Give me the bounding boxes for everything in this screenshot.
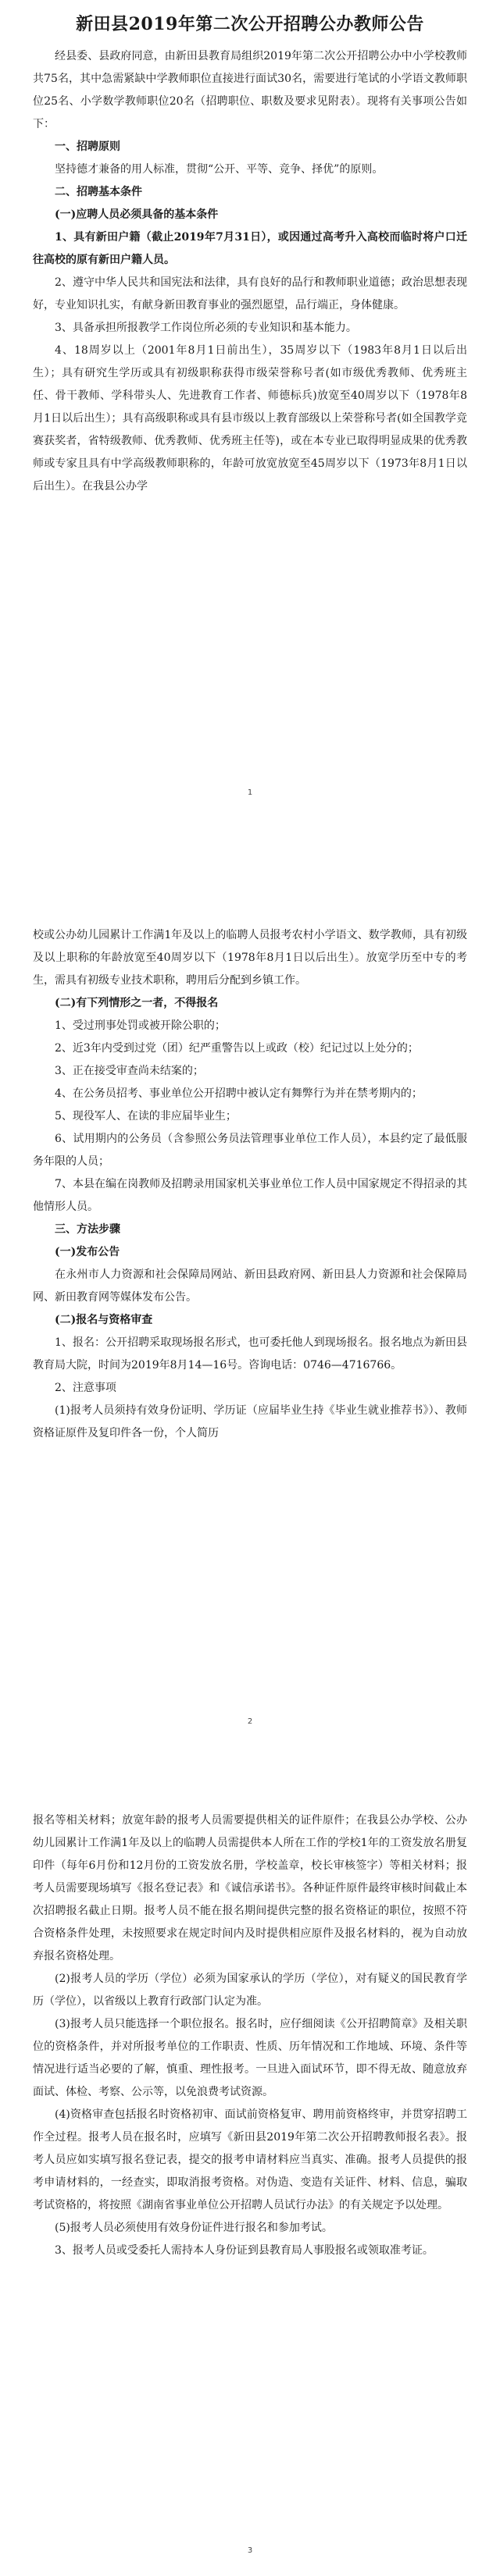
paragraph: 6、试用期内的公务员（含参照公务员法管理事业单位工作人员），本县约定了最低服务年限的人员； xyxy=(33,1133,467,1168)
section-heading: (一)发布公告 xyxy=(55,1246,120,1258)
page-two-body xyxy=(0,924,500,1445)
page-number: 1 xyxy=(247,788,253,797)
section-heading: (一)应聘人员必须具备的基本条件 xyxy=(55,208,219,221)
paragraph: 报名等相关材料；放宽年龄的报考人员需要提供相关的证件原件；在我县公办学校、公办幼儿园累计工作满1年及以上的临聘人员需提供本人所在工作的学校1年的工资发放名册复印件（每年6月份和12月份的工资发放名册，学校盖章，校长审核签字）等相关材料；报考人员需要现场填写《报名登记表》和《诚信承诺书》。各种证件原件最终审核时间截止本次招聘报名截止日期。报考人员不能在报名期间提供完整的报名资格证的职位，按照不符合资格条件处理，未按照要求在规定时间内及时提供相应原件及报名材料的，视为自动放弃报名资格处理。 xyxy=(33,1814,467,1962)
paragraph: 坚持德才兼备的用人标准，贯彻“公开、平等、竞争、择优”的原则。 xyxy=(55,163,384,176)
paragraph: 2、遵守中华人民共和国宪法和法律，具有良好的品行和教师职业道德；政治思想表现好，专业知识扎实，有献身新田教育事业的强烈愿望，品行端正，身体健康。 xyxy=(33,276,467,311)
paragraph: 1、报名：公开招聘采取现场报名形式，也可委托他人到现场报名。报名地点为新田县教育局大院，时间为2019年8月14—16号。咨询电话：0746—4716766。 xyxy=(33,1336,467,1372)
page-three-body xyxy=(0,1809,500,2262)
paragraph: 经县委、县政府同意，由新田县教育局组织2019年第二次公开招聘公办中小学校教师共75名，其中急需紧缺中学教师职位直接进行面试30名，需要进行笔试的小学语文教师职位25名、小学数学教师职位20名（招聘职位、职数及要求见附表）。现将有关事项公告如下： xyxy=(33,50,467,130)
paragraph: (4)资格审查包括报名时资格初审、面试前资格复审、聘用前资格终审，并贯穿招聘工作全过程。报考人员在报名时，应填写《新田县2019年第二次公开招聘教师报名表》。报考人员应如实填写报名登记表，提交的报考申请材料应当真实、准确。报考人员提供的报考申请材料的，一经查实，即取消报考资格。对伪造、变造有关证件、材料、信息，骗取考试资格的，将按照《湖南省事业单位公开招聘人员试行办法》的有关规定予以处理。 xyxy=(33,2108,467,2211)
paragraph: 3、正在接受审查尚未结案的； xyxy=(55,1065,204,1077)
page-number: 2 xyxy=(247,1717,253,1726)
page-title: 新田县2019年第二次公开招聘公办教师公告 xyxy=(76,14,424,34)
section-heading: (二)报名与资格审查 xyxy=(55,1314,153,1326)
paragraph: 5、现役军人、在读的非应届毕业生； xyxy=(55,1110,237,1123)
paragraph: 4、在公务员招考、事业单位公开招聘中被认定有舞弊行为并在禁考期内的； xyxy=(55,1087,423,1100)
section-heading: 一、招聘原则 xyxy=(55,141,120,153)
page-number: 3 xyxy=(247,2546,253,2555)
paragraph: 在永州市人力资源和社会保障局网站、新田县政府网、新田县人力资源和社会保障局网、新田教育网等媒体发布公告。 xyxy=(33,1268,467,1304)
paragraph: 3、具备承担所报教学工作岗位所必须的专业知识和基本能力。 xyxy=(55,322,357,334)
paragraph: 1、受过刑事处罚或被开除公职的； xyxy=(55,1019,226,1032)
paragraph: (1)报考人员须持有效身份证明、学历证（应届毕业生持《毕业生就业推荐书》）、教师资格证原件及复印件各一份，个人简历 xyxy=(33,1404,467,1439)
page-three xyxy=(0,1809,500,2262)
page-one-body xyxy=(0,45,500,498)
paragraph: 4、18周岁以上（2001年8月1日前出生），35周岁以下（1983年8月1日以后出生）；具有研究生学历或具有初级职称获得市级荣誉称号者(如市级优秀教师、优秀班主任、骨干教师、学科带头人、先进教育工作者、师德标兵)放宽至40周岁以下（1978年8月1日以后出生）；具有高级职称或具有县市级以上教育部级以上荣誉称号者(如全国教学竞赛获奖者，省特级教师、优秀教师、优秀班主任等)，或在本专业已取得明显成果的优秀教师或专家且具有中学高级教师职称的，年龄可放宽放宽至45周岁以下（1973年8月1日以后出生）。在我县公办学 xyxy=(33,344,467,493)
section-heading: 三、方法步骤 xyxy=(55,1223,120,1236)
paragraph: (2)报考人员的学历（学位）必须为国家承认的学历（学位），对有疑义的国民教育学历（学位），以省级以上教育行政部门认定为准。 xyxy=(33,1973,467,2008)
paragraph: 校或公办幼儿园累计工作满1年及以上的临聘人员报考农村小学语文、数学教师，具有初级及以上职称的年龄放宽至40周岁以下（1978年8月1日以后出生）。放宽学历至中专的考生，需具有初级专业技术职称，聘用后分配到乡镇工作。 xyxy=(33,929,467,987)
paragraph: 7、本县在编在岗教师及招聘录用国家机关事业单位工作人员中国家规定不得招录的其他情形人员。 xyxy=(33,1178,467,1213)
paragraph: (3)报考人员只能选择一个职位报名。报名时，应仔细阅读《公开招聘简章》及相关职位的资格条件，并对所报考单位的工作职责、性质、历年情况和工作地域、环境、条件等情况进行适当必要的了解，慎重、理性报考。一旦进入面试环节，即不得无故、随意放弃面试、体检、考察、公示等，以免浪费考试资源。 xyxy=(33,2018,467,2098)
section-heading: (二)有下列情形之一者，不得报名 xyxy=(55,997,219,1009)
paragraph: (5)报考人员必须使用有效身份证件进行报名和参加考试。 xyxy=(55,2222,333,2234)
paragraph: 2、近3年内受到过党（团）纪严重警告以上或政（校）纪记过以上处分的； xyxy=(55,1042,419,1055)
paragraph: 2、注意事项 xyxy=(55,1382,116,1394)
page-two xyxy=(0,924,500,1445)
page-one xyxy=(0,45,500,498)
section-heading: 1、具有新田户籍（截止2019年7月31日），或因通过高考升入高校而临时将户口迁往高校的原有新田户籍人员。 xyxy=(33,231,467,266)
section-heading: 二、招聘基本条件 xyxy=(55,186,142,198)
paragraph: 3、报考人员或受委托人需持本人身份证到县教育局人事股报名或领取准考证。 xyxy=(55,2244,434,2257)
